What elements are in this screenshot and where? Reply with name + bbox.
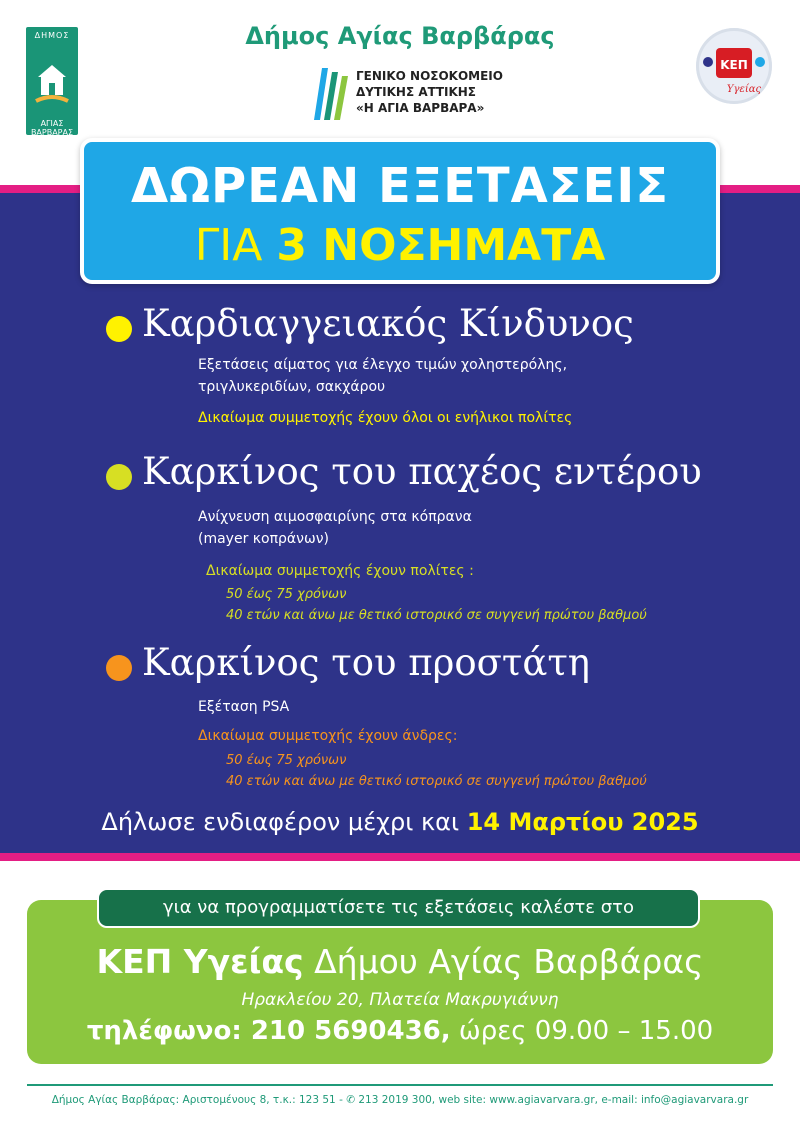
kep-health-logo — [696, 28, 772, 104]
section-description: Εξέταση PSA — [198, 699, 290, 715]
age-criterion: 40 ετών και άνω με θετικό ιστορικό σε συγγενή πρώτου βαθμού — [226, 774, 647, 789]
age-criterion: 40 ετών και άνω με θετικό ιστορικό σε συγγενή πρώτου βαθμού — [226, 608, 647, 623]
deadline-text: Δήλωσε ενδιαφέρον μέχρι και — [101, 808, 467, 836]
municipality-logo-line: ΑΓΙΑΣ — [40, 119, 64, 128]
footer-contact-info: Δήμος Αγίας Βαρβάρας: Αριστομένους 8, τ.κ.: 123 51 - ✆ 213 2019 300, web site: www.agiavarvara.gr, e-mail: info@agiavarvara.gr — [51, 1094, 749, 1106]
hospital-wave-icon — [308, 62, 352, 122]
contact-box — [27, 897, 773, 1064]
section-eligibility: Δικαίωμα συμμετοχής έχουν άνδρες: — [198, 728, 458, 744]
lime-bullet-icon — [106, 464, 132, 490]
title-line-1: ΔΩΡΕΑΝ ΕΞΕΤΑΣΕΙΣ — [131, 158, 669, 214]
section-heading: Καρκίνος του παχέος εντέρου — [142, 450, 702, 493]
age-criterion: 50 έως 75 χρόνων — [226, 587, 347, 602]
age-criterion: 50 έως 75 χρόνων — [226, 753, 347, 768]
kep-name-bold: ΚΕΠ Υγείας — [96, 942, 304, 981]
kep-logo-text: ΚΕΠ — [720, 58, 748, 72]
section-eligibility: Δικαίωμα συμμετοχής έχουν όλοι οι ενήλικοι πολίτες — [198, 410, 573, 426]
title-line-2-emphasis: 3 ΝΟΣΗΜΑΤΑ — [276, 220, 606, 271]
opening-hours: ώρες 09.00 – 15.00 — [450, 1016, 714, 1046]
kep-address: Ηρακλείου 20, Πλατεία Μακρυγιάννη — [241, 990, 559, 1010]
hospital-logo — [308, 62, 508, 124]
municipality-logo-line: ΒΑΡΒΑΡΑΣ — [30, 128, 74, 137]
church-icon — [34, 55, 70, 111]
hospital-name-line: «Η ΑΓΙΑ ΒΑΡΒΑΡΑ» — [356, 101, 485, 115]
phone-line — [27, 1016, 773, 1046]
footer-divider — [27, 1084, 773, 1086]
section-description: τριγλυκεριδίων, σακχάρου — [198, 379, 386, 395]
section-description: Εξετάσεις αίματος για έλεγχο τιμών χοληστερόλης, — [198, 357, 568, 373]
municipality-logo — [26, 27, 78, 135]
kep-health-icon — [696, 28, 772, 104]
section-heading: Καρδιαγγειακός Κίνδυνος — [142, 302, 634, 345]
kep-name-rest: Δήμου Αγίας Βαρβάρας — [303, 942, 704, 981]
municipality-logo-top-text: ΔΗΜΟΣ — [34, 31, 70, 40]
yellow-bullet-icon — [106, 316, 132, 342]
contact-instruction: για να προγραμματίσετε τις εξετάσεις καλέστε στο — [97, 888, 700, 928]
municipality-title: Δήμος Αγίας Βαρβάρας — [245, 22, 555, 50]
deadline-date: 14 Μαρτίου 2025 — [466, 808, 699, 836]
hospital-name — [356, 68, 503, 116]
title-line-2-prefix: ΓΙΑ — [194, 220, 277, 271]
phone-number: τηλέφωνο: 210 5690436, — [86, 1016, 451, 1046]
municipality-logo-bottom-text — [26, 119, 78, 137]
hospital-name-line: ΔΥΤΙΚΗΣ ΑΤΤΙΚΗΣ — [356, 85, 477, 99]
section-description: (mayer κοπράνων) — [198, 531, 329, 547]
orange-bullet-icon — [106, 655, 132, 681]
kep-name — [27, 942, 773, 981]
registration-deadline — [0, 808, 800, 836]
title-line-2 — [84, 220, 716, 271]
hospital-name-line: ΓΕΝΙΚΟ ΝΟΣΟΚΟΜΕΙΟ — [356, 69, 503, 83]
magenta-stripe — [0, 853, 800, 861]
section-eligibility: Δικαίωμα συμμετοχής έχουν πολίτες : — [206, 563, 474, 579]
title-box — [80, 138, 720, 284]
section-description: Ανίχνευση αιμοσφαιρίνης στα κόπρανα — [198, 509, 472, 525]
section-heading: Καρκίνος του προστάτη — [142, 641, 590, 684]
kep-logo-subtext: Υγείας — [726, 84, 762, 95]
